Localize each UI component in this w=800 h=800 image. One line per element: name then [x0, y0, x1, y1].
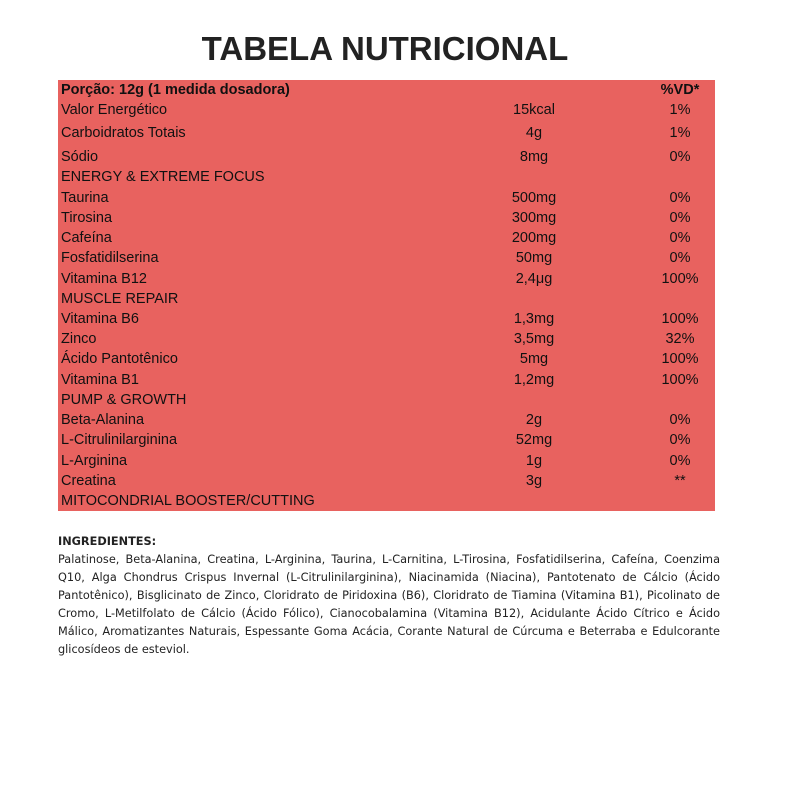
table-row [58, 147, 715, 167]
nutrient-vd: 32% [665, 331, 695, 347]
nutrient-amount: 2,4μg [515, 271, 553, 287]
section-heading: ENERGY & EXTREME FOCUS [61, 169, 265, 185]
table-row [58, 349, 715, 369]
section-heading-row [58, 390, 715, 410]
table-row [58, 188, 715, 208]
nutrient-amount: 200mg [511, 230, 557, 246]
table-row [58, 430, 715, 450]
section-heading-row [58, 167, 715, 187]
table-row [58, 471, 715, 491]
nutrient-amount: 1,3mg [513, 311, 555, 327]
table-row [58, 248, 715, 268]
nutrient-name: Beta-Alanina [61, 412, 145, 428]
nutrient-vd: 1% [669, 102, 691, 118]
nutrient-name: Creatina [61, 473, 116, 489]
nutrient-vd: 0% [669, 412, 691, 428]
table-row [58, 208, 715, 228]
nutrient-name: Fosfatidilserina [61, 250, 159, 266]
nutrient-name: Ácido Pantotênico [61, 351, 178, 367]
nutrient-vd: 0% [669, 230, 691, 246]
nutrient-vd: 0% [669, 190, 691, 206]
table-row [58, 228, 715, 248]
nutrient-name: Valor Energético [61, 102, 168, 118]
nutrient-name: Taurina [61, 190, 109, 206]
nutrient-vd: 0% [669, 432, 691, 448]
nutrient-vd: ** [674, 473, 686, 489]
header-vd: %VD* [660, 82, 700, 98]
nutrient-amount: 500mg [511, 190, 557, 206]
nutrient-name: Tirosina [61, 210, 113, 226]
table-row [58, 269, 715, 289]
nutrient-amount: 52mg [515, 432, 553, 448]
nutrition-table [58, 80, 715, 511]
nutrient-amount: 3g [525, 473, 543, 489]
table-row [58, 329, 715, 349]
section-heading-row [58, 289, 715, 309]
nutrient-name: Vitamina B6 [61, 311, 139, 327]
section-heading: PUMP & GROWTH [61, 392, 187, 408]
table-header-row [58, 80, 715, 100]
nutrient-amount: 1,2mg [513, 372, 555, 388]
nutrient-name: L-Arginina [61, 453, 128, 469]
table-row [58, 370, 715, 390]
nutrient-name: Carboidratos Totais [61, 125, 186, 141]
nutrient-vd: 0% [669, 453, 691, 469]
table-row [58, 100, 715, 120]
nutrient-amount: 3,5mg [513, 331, 555, 347]
nutrient-vd: 1% [669, 125, 691, 141]
nutrient-name: Vitamina B1 [61, 372, 139, 388]
nutrient-amount: 300mg [511, 210, 557, 226]
nutrient-amount: 5mg [519, 351, 549, 367]
nutrient-name: Sódio [61, 149, 99, 165]
nutrient-vd: 0% [669, 149, 691, 165]
nutrient-amount: 8mg [519, 149, 549, 165]
nutrient-name: Zinco [61, 331, 97, 347]
table-row [58, 410, 715, 430]
ingredients-text: Palatinose, Beta-Alanina, Creatina, L-Arginina, Taurina, L-Carnitina, L-Tirosina, Fosfatidilserina, Cafeína, Coenzima Q10, Alga Chondrus Crispus Invernal (L-Citrulinilarginina), Niacinamida (Niacina), Pantotenato de Cálcio (Ácido Pantotênico), Bisglicinato de Zinco, Cloridrato de Piridoxina (B6), Cloridrato de Tiamina (Vitamina B1), Picolinato de Cromo, L-Metilfolato de Cálcio (Ácido Fólico), Cianocobalamina (Vitamina B12), Acidulante Ácido Cítrico e Ácido Málico, Aromatizantes Naturais, Espessante Goma Acácia, Corante Natural de Cúrcuma e Beterraba e Edulcorante glicosídeos de esteviol. [58, 553, 720, 656]
table-row [58, 451, 715, 471]
nutrient-vd: 100% [661, 351, 699, 367]
section-heading: MUSCLE REPAIR [61, 291, 179, 307]
nutrient-vd: 100% [661, 372, 699, 388]
serving-size-label: Porção: 12g (1 medida dosadora) [61, 82, 290, 98]
nutrient-name: Cafeína [61, 230, 112, 246]
nutrient-name: L-Citrulinilarginina [61, 432, 178, 448]
nutrient-amount: 1g [525, 453, 543, 469]
page-title: TABELA NUTRICIONAL [201, 30, 569, 67]
nutrient-amount: 4g [525, 125, 543, 141]
nutrient-vd: 0% [669, 250, 691, 266]
section-heading: MITOCONDRIAL BOOSTER/CUTTING [61, 493, 315, 509]
section-heading-row [58, 491, 715, 511]
nutrient-amount: 15kcal [513, 102, 555, 118]
ingredients-section [58, 533, 720, 659]
nutrient-amount: 2g [525, 412, 543, 428]
nutrient-vd: 0% [669, 210, 691, 226]
nutrient-amount: 50mg [515, 250, 553, 266]
nutrient-vd: 100% [661, 311, 699, 327]
table-row [58, 123, 715, 143]
nutrient-name: Vitamina B12 [61, 271, 147, 287]
nutrient-vd: 100% [661, 271, 699, 287]
table-row [58, 309, 715, 329]
ingredients-heading: INGREDIENTES: [58, 535, 157, 548]
